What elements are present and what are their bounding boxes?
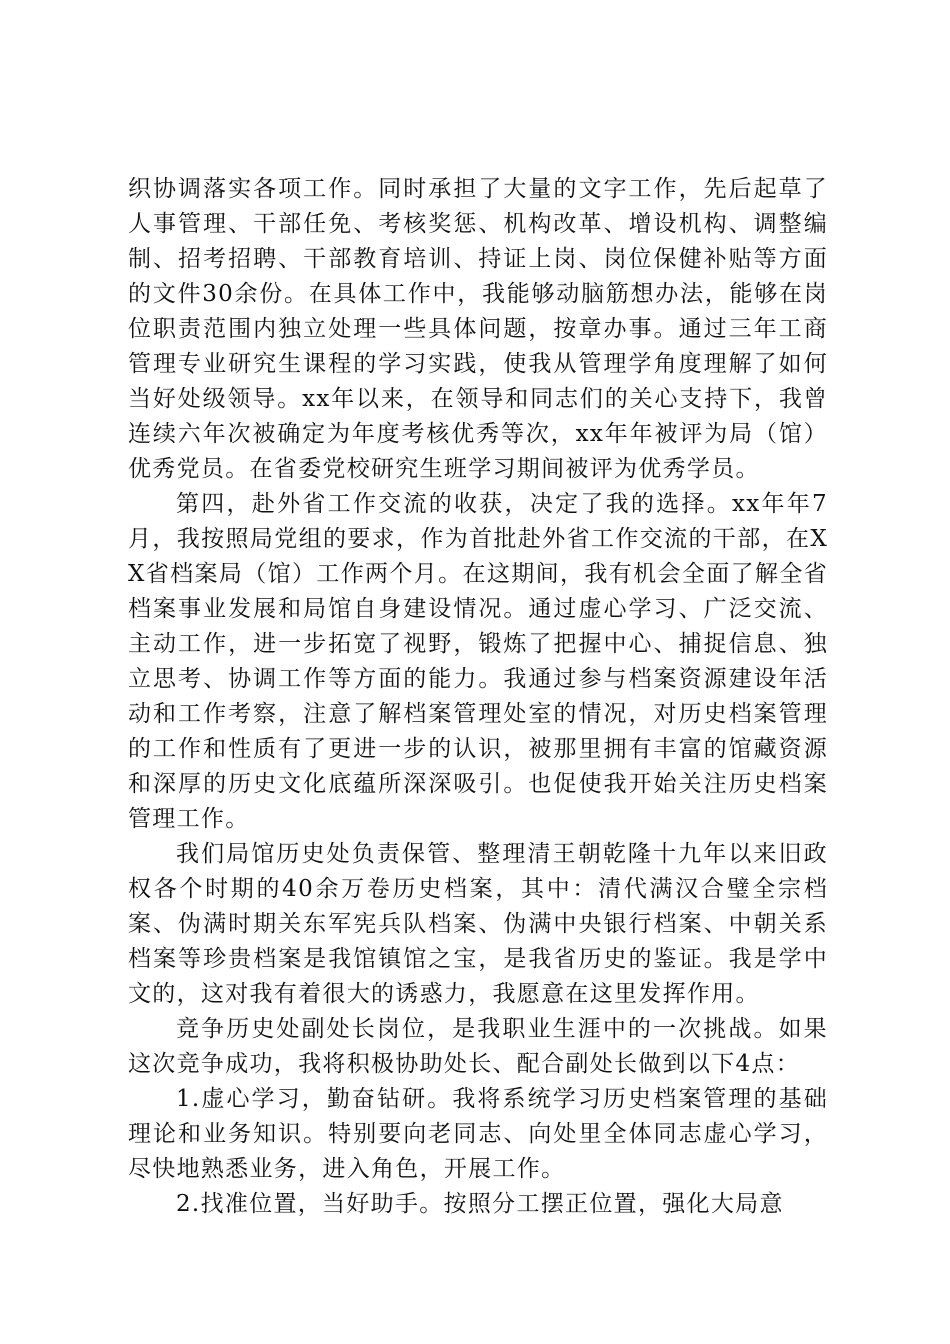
paragraph-5: 1.虚心学习，勤奋钻研。我将系统学习历史档案管理的基础理论和业务知识。特别要向老同志、向处里全体同志虚心学习，尽快地熟悉业务，进入角色，开展工作。	[128, 1086, 828, 1182]
paragraph-4: 竞争历史处副处长岗位，是我职业生涯中的一次挑战。如果这次竞争成功，我将积极协助处长、配合副处长做到以下4点：	[128, 1016, 828, 1077]
paragraph-1: 织协调落实各项工作。同时承担了大量的文字工作，先后起草了人事管理、干部任免、考核奖惩、机构改革、增设机构、调整编制、招考招聘、干部教育培训、持证上岗、岗位保健补贴等方面的文件30余份。在具体工作中，我能够动脑筋想办法，能够在岗位职责范围内独立处理一些具体问题，按章办事。通过三年工商管理专业研究生课程的学习实践，使我从管理学角度理解了如何当好处级领导。xx年以来，在领导和同志们的关心支持下，我曾连续六年次被确定为年度考核优秀等次，xx年年被评为局（馆）优秀党员。在省委党校研究生班学习期间被评为优秀学员。	[128, 176, 828, 482]
paragraph-2: 第四，赴外省工作交流的收获，决定了我的选择。xx年年7月，我按照局党组的要求，作为首批赴外省工作交流的干部，在XX省档案局（馆）工作两个月。在这期间，我有机会全面了解全省档案事业发展和局馆自身建设情况。通过虚心学习、广泛交流、主动工作，进一步拓宽了视野，锻炼了把握中心、捕捉信息、独立思考、协调工作等方面的能力。我通过参与档案资源建设年活动和工作考察，注意了解档案管理处室的情况，对历史档案管理的工作和性质有了更进一步的认识，被那里拥有丰富的馆藏资源和深厚的历史文化底蕴所深深吸引。也促使我开始关注历史档案管理工作。	[128, 491, 828, 832]
document-body	[128, 172, 828, 1222]
paragraph-6: 2.找准位置，当好助手。按照分工摆正位置，强化大局意	[176, 1191, 784, 1217]
paragraph-3: 我们局馆历史处负责保管、整理清王朝乾隆十九年以来旧政权各个时期的40余万卷历史档案，其中：清代满汉合璧全宗档案、伪满时期关东军宪兵队档案、伪满中央银行档案、中朝关系档案等珍贵档案是我馆镇馆之宝，是我省历史的鉴证。我是学中文的，这对我有着很大的诱惑力，我愿意在这里发挥作用。	[128, 841, 828, 1007]
